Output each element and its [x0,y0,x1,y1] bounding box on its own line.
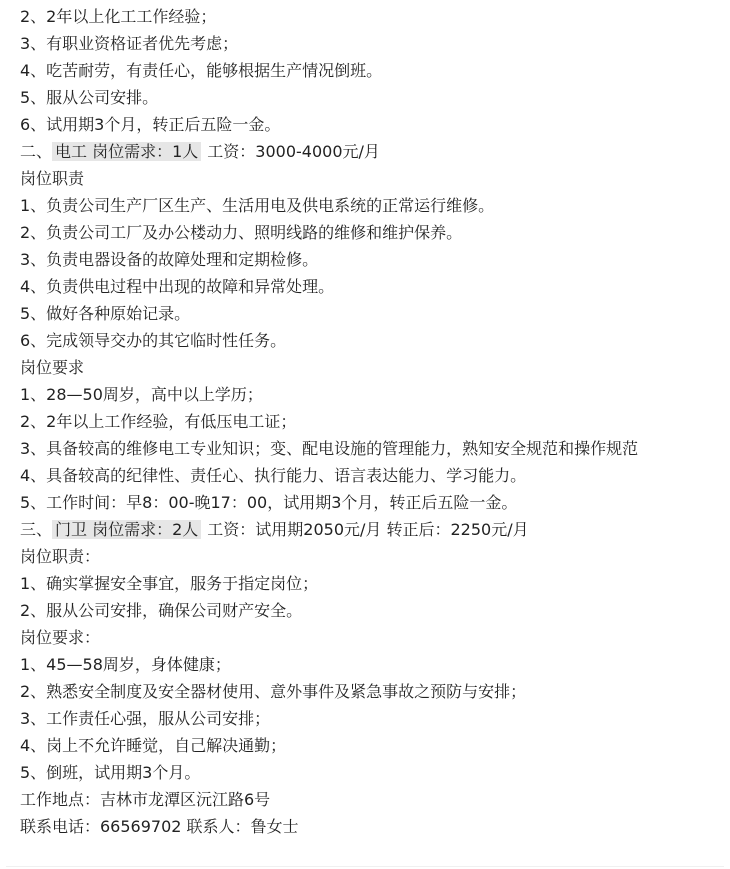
requirement-item: 4、吃苦耐劳，有责任心，能够根据生产情况倒班。 [20,61,383,80]
salary-text: 工资：试用期2050元/月 转正后：2250元/月 [207,520,529,539]
subsection-title-requirements: 岗位要求： [20,628,101,647]
requirement-item: 4、具备较高的纪律性、责任心、执行能力、语言表达能力、学习能力。 [20,466,527,485]
position-highlight: 电工 岗位需求：1人 [52,142,201,161]
position-highlight: 门卫 岗位需求：2人 [52,520,201,539]
requirement-item: 1、45—58周岁，身体健康； [20,655,231,674]
requirement-item: 3、有职业资格证者优先考虑； [20,34,239,53]
work-location: 工作地点：吉林市龙潭区沅江路6号 [20,790,271,809]
requirement-item: 3、工作责任心强，服从公司安排； [20,709,271,728]
subsection-title-duties: 岗位职责： [20,547,101,566]
requirement-item: 5、工作时间：早8：00-晚17：00，试用期3个月，转正后五险一金。 [20,493,518,512]
duty-item: 4、负责供电过程中出现的故障和异常处理。 [20,277,335,296]
job-posting-document [20,3,710,840]
requirement-item: 2、熟悉安全制度及安全器材使用、意外事件及紧急事故之预防与安排； [20,682,527,701]
section-heading-electrician [20,138,710,165]
duty-item: 2、服从公司安排，确保公司财产安全。 [20,601,303,620]
salary-text: 工资：3000-4000元/月 [207,142,380,161]
duty-item: 1、负责公司生产厂区生产、生活用电及供电系统的正常运行维修。 [20,196,495,215]
section-number: 三、 [20,520,53,539]
section-heading-guard [20,516,710,543]
requirement-item: 4、岗上不允许睡觉，自己解决通勤； [20,736,287,755]
duty-item: 3、负责电器设备的故障处理和定期检修。 [20,250,319,269]
requirement-item: 5、倒班，试用期3个月。 [20,763,201,782]
requirement-item: 5、服从公司安排。 [20,88,159,107]
subsection-title-requirements: 岗位要求 [20,358,85,377]
requirement-item: 2、2年以上化工工作经验； [20,7,217,26]
duty-item: 5、做好各种原始记录。 [20,304,191,323]
duty-item: 6、完成领导交办的其它临时性任务。 [20,331,287,350]
subsection-title-duties: 岗位职责 [20,169,85,188]
divider [6,866,724,867]
requirement-item: 2、2年以上工作经验，有低压电工证； [20,412,297,431]
requirement-item: 3、具备较高的维修电工专业知识；变、配电设施的管理能力，熟知安全规范和操作规范 [20,439,639,458]
requirement-item: 1、28—50周岁，高中以上学历； [20,385,263,404]
contact-info: 联系电话：66569702 联系人：鲁女士 [20,817,299,836]
duty-item: 1、确实掌握安全事宜，服务于指定岗位； [20,574,319,593]
requirement-item: 6、试用期3个月，转正后五险一金。 [20,115,281,134]
duty-item: 2、负责公司工厂及办公楼动力、照明线路的维修和维护保养。 [20,223,463,242]
section-number: 二、 [20,142,53,161]
